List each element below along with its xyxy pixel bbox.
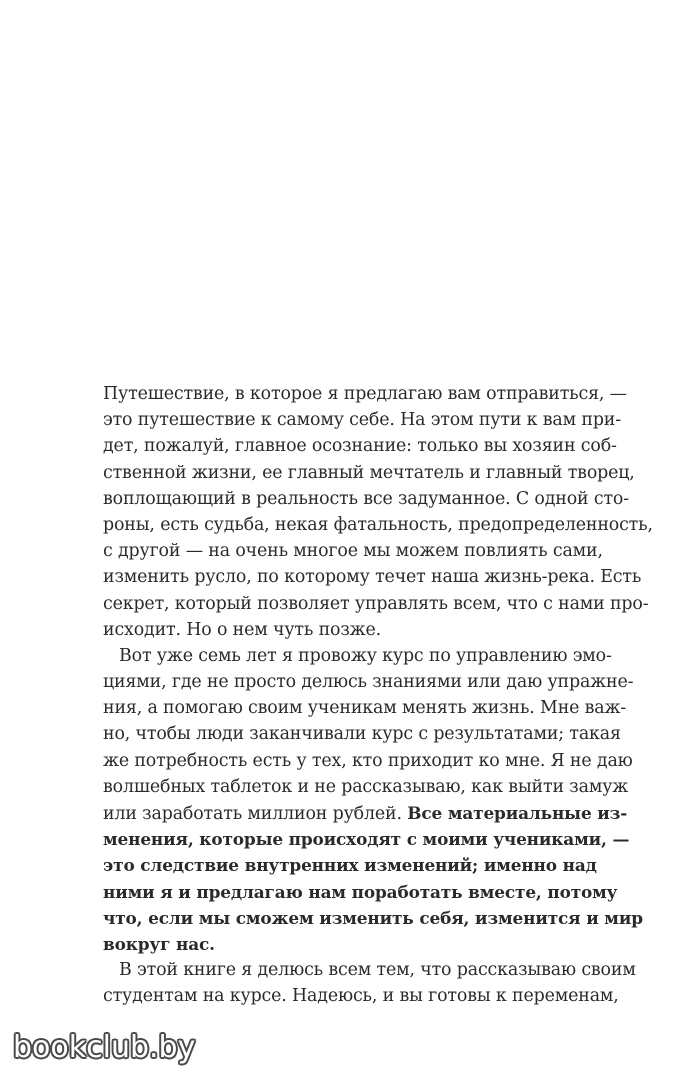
- watermark-logo: bookclub.by: [13, 1030, 196, 1065]
- plain-text: или заработать миллион рублей.: [103, 804, 408, 824]
- text-line: роны, есть судьба, некая фатальность, предопределенность,: [103, 514, 653, 535]
- text-line: же потребность есть у тех, кто приходит ко мне. Я не даю: [103, 750, 633, 771]
- text-line: исходит. Но о нем чуть позже.: [103, 619, 382, 640]
- text-line: ственной жизни, ее главный мечтатель и главный творец,: [103, 462, 635, 483]
- bold-text: Все материальные из-: [407, 803, 628, 823]
- text-line: секрет, который позволяет управлять всем, что с нами про-: [103, 593, 649, 614]
- text-line-mixed: [103, 800, 628, 826]
- text-line: но, чтобы люди заканчивали курс с результатами; такая: [103, 724, 621, 745]
- text-line: Вот уже семь лет я провожу курс по управлению эмо-: [119, 645, 612, 666]
- text-line: Путешествие, в которое я предлагаю вам отправиться, —: [103, 384, 627, 404]
- text-line: с другой — на очень многое мы можем повлиять сами,: [103, 541, 603, 562]
- bold-text-line: что, если мы сможем изменить себя, изменится и мир: [103, 907, 643, 928]
- text-line: В этой книге я делюсь всем тем, что рассказываю своим: [119, 960, 636, 981]
- text-line: волшебных таблеток и не рассказываю, как выйти замуж: [103, 776, 629, 797]
- text-line: циями, где не просто делюсь знаниями или даю упражне-: [103, 672, 634, 693]
- bold-text-line: вокруг нас.: [103, 933, 215, 954]
- book-page-text: [103, 381, 653, 1010]
- text-line: это путешествие к самому себе. На этом пути к вам при-: [103, 410, 621, 431]
- text-line: студентам на курсе. Надеюсь, и вы готовы к переменам,: [103, 986, 619, 1007]
- bold-text-line: менения, которые происходят с моими учениками, —: [103, 829, 630, 850]
- text-line: изменить русло, по которому течет наша жизнь-река. Есть: [103, 567, 642, 588]
- bold-text-line: ними я и предлагаю нам поработать вместе, потому: [103, 881, 618, 902]
- bold-text-line: это следствие внутренних изменений; именно над: [103, 855, 597, 876]
- text-line: ния, а помогаю своим ученикам менять жизнь. Мне важ-: [103, 698, 627, 719]
- text-line: воплощающий в реальность все задуманное. С одной сто-: [103, 488, 629, 509]
- text-line: дет, пожалуй, главное осознание: только вы хозяин соб-: [103, 436, 617, 457]
